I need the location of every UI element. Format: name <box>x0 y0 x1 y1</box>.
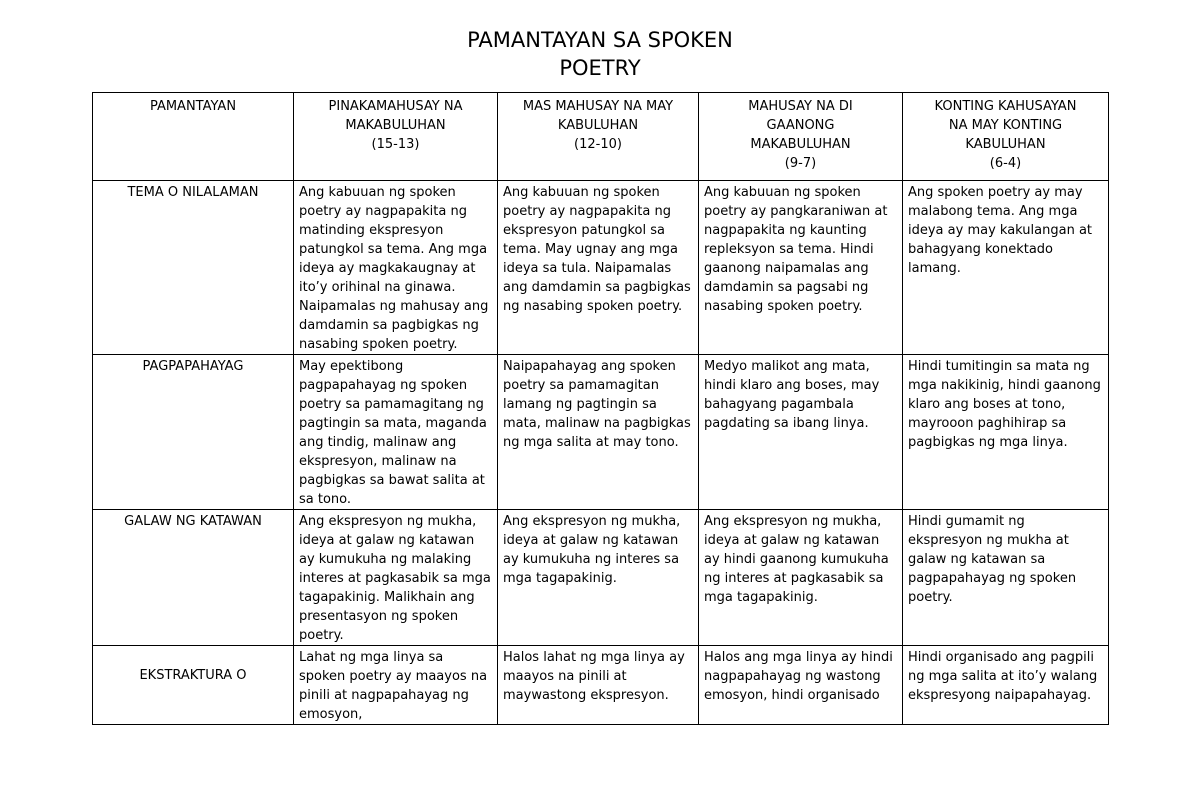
header-line: MAKABULUHAN <box>345 118 446 133</box>
header-score-range: (9-7) <box>784 156 817 171</box>
table-row <box>93 646 1109 725</box>
descriptor-cell: Ang kabuuan ng spoken poetry ay nagpapakita ng ekspresyon patungkol sa tema. May ugnay ang mga ideya sa tula. Naipamalas ang damdamin sa pagbigkas ng nasabing spoken poetry. <box>498 181 699 355</box>
descriptor-cell: Ang ekspresyon ng mukha, ideya at galaw ng katawan ay kumukuha ng malaking interes at pagkasabik sa mga tagapakinig. Malikhain ang presentasyon ng spoken poetry. <box>294 510 498 646</box>
header-cell-level-1 <box>294 93 498 181</box>
descriptor-cell: Ang ekspresyon ng mukha, ideya at galaw ng katawan ay hindi gaanong kumukuha ng interes at pagkasabik sa mga tagapakinig. <box>699 510 903 646</box>
header-score-range: (6-4) <box>989 156 1022 171</box>
descriptor-cell: Naipapahayag ang spoken poetry sa pamamagitan lamang ng pagtingin sa mata, malinaw na pagbigkas ng mga salita at may tono. <box>498 355 699 510</box>
header-line: MAS MAHUSAY NA MAY <box>522 99 674 114</box>
table-row <box>93 510 1109 646</box>
descriptor-cell: Halos lahat ng mga linya ay maayos na pinili at maywastong ekspresyon. <box>498 646 699 725</box>
table-row <box>93 181 1109 355</box>
criterion-cell: TEMA O NILALAMAN <box>93 181 294 355</box>
rubric-table <box>92 92 1109 725</box>
criterion-cell: EKSTRAKTURA O <box>93 646 294 725</box>
descriptor-cell: Ang kabuuan ng spoken poetry ay pangkaraniwan at nagpapakita ng kaunting repleksyon sa tema. Hindi gaanong naipamalas ang damdamin sa pagsabi ng nasabing spoken poetry. <box>699 181 903 355</box>
descriptor-cell: Hindi tumitingin sa mata ng mga nakikinig, hindi gaanong klaro ang boses at tono, mayrooon paghihirap sa pagbigkas ng mga linya. <box>903 355 1109 510</box>
header-cell-level-4 <box>903 93 1109 181</box>
descriptor-cell: Hindi gumamit ng ekspresyon ng mukha at galaw ng katawan sa pagpapahayag ng spoken poetry. <box>903 510 1109 646</box>
descriptor-cell: Ang ekspresyon ng mukha, ideya at galaw ng katawan ay kumukuha ng interes sa mga tagapakinig. <box>498 510 699 646</box>
header-line: GAANONG <box>766 118 835 133</box>
header-line: NA MAY KONTING <box>948 118 1063 133</box>
header-cell-level-2 <box>498 93 699 181</box>
criterion-cell: GALAW NG KATAWAN <box>93 510 294 646</box>
descriptor-cell: Hindi organisado ang pagpili ng mga salita at ito’y walang ekspresyong naipapahayag. <box>903 646 1109 725</box>
header-score-range: (12-10) <box>574 137 622 152</box>
descriptor-cell: Medyo malikot ang mata, hindi klaro ang boses, may bahagyang pagambala pagdating sa ibang linya. <box>699 355 903 510</box>
header-line: PINAKAMAHUSAY NA <box>328 99 463 114</box>
title-line-1: PAMANTAYAN SA SPOKEN <box>467 28 733 52</box>
header-row <box>93 93 1109 181</box>
header-line: MAHUSAY NA DI <box>748 99 853 114</box>
title-line-2: POETRY <box>559 56 641 80</box>
descriptor-cell: May epektibong pagpapahayag ng spoken poetry sa pamamagitang ng pagtingin sa mata, maganda ang tindig, malinaw ang ekspresyon, malinaw na pagbigkas sa bawat salita at sa tono. <box>294 355 498 510</box>
descriptor-cell: Ang spoken poetry ay may malabong tema. Ang mga ideya ay may kakulangan at bahagyang konektado lamang. <box>903 181 1109 355</box>
document-title <box>0 26 1200 82</box>
header-cell-level-3 <box>699 93 903 181</box>
header-line: KABULUHAN <box>965 137 1046 152</box>
header-line: PAMANTAYAN <box>149 99 237 114</box>
header-line: KONTING KAHUSAYAN <box>934 99 1077 114</box>
criterion-cell: PAGPAPAHAYAG <box>93 355 294 510</box>
descriptor-cell: Halos ang mga linya ay hindi nagpapahayag ng wastong emosyon, hindi organisado <box>699 646 903 725</box>
header-score-range: (15-13) <box>371 137 420 152</box>
descriptor-cell: Lahat ng mga linya sa spoken poetry ay maayos na pinili at nagpapahayag ng emosyon, <box>294 646 498 725</box>
header-line: KABULUHAN <box>557 118 639 133</box>
descriptor-cell: Ang kabuuan ng spoken poetry ay nagpapakita ng matinding ekspresyon patungkol sa tema. Ang mga ideya ay magkakaugnay at ito’y orihinal na ginawa. Naipamalas ng mahusay ang damdamin sa pagbigkas ng nasabing spoken poetry. <box>294 181 498 355</box>
header-line: MAKABULUHAN <box>750 137 851 152</box>
table-row <box>93 355 1109 510</box>
header-cell-criteria <box>93 93 294 181</box>
